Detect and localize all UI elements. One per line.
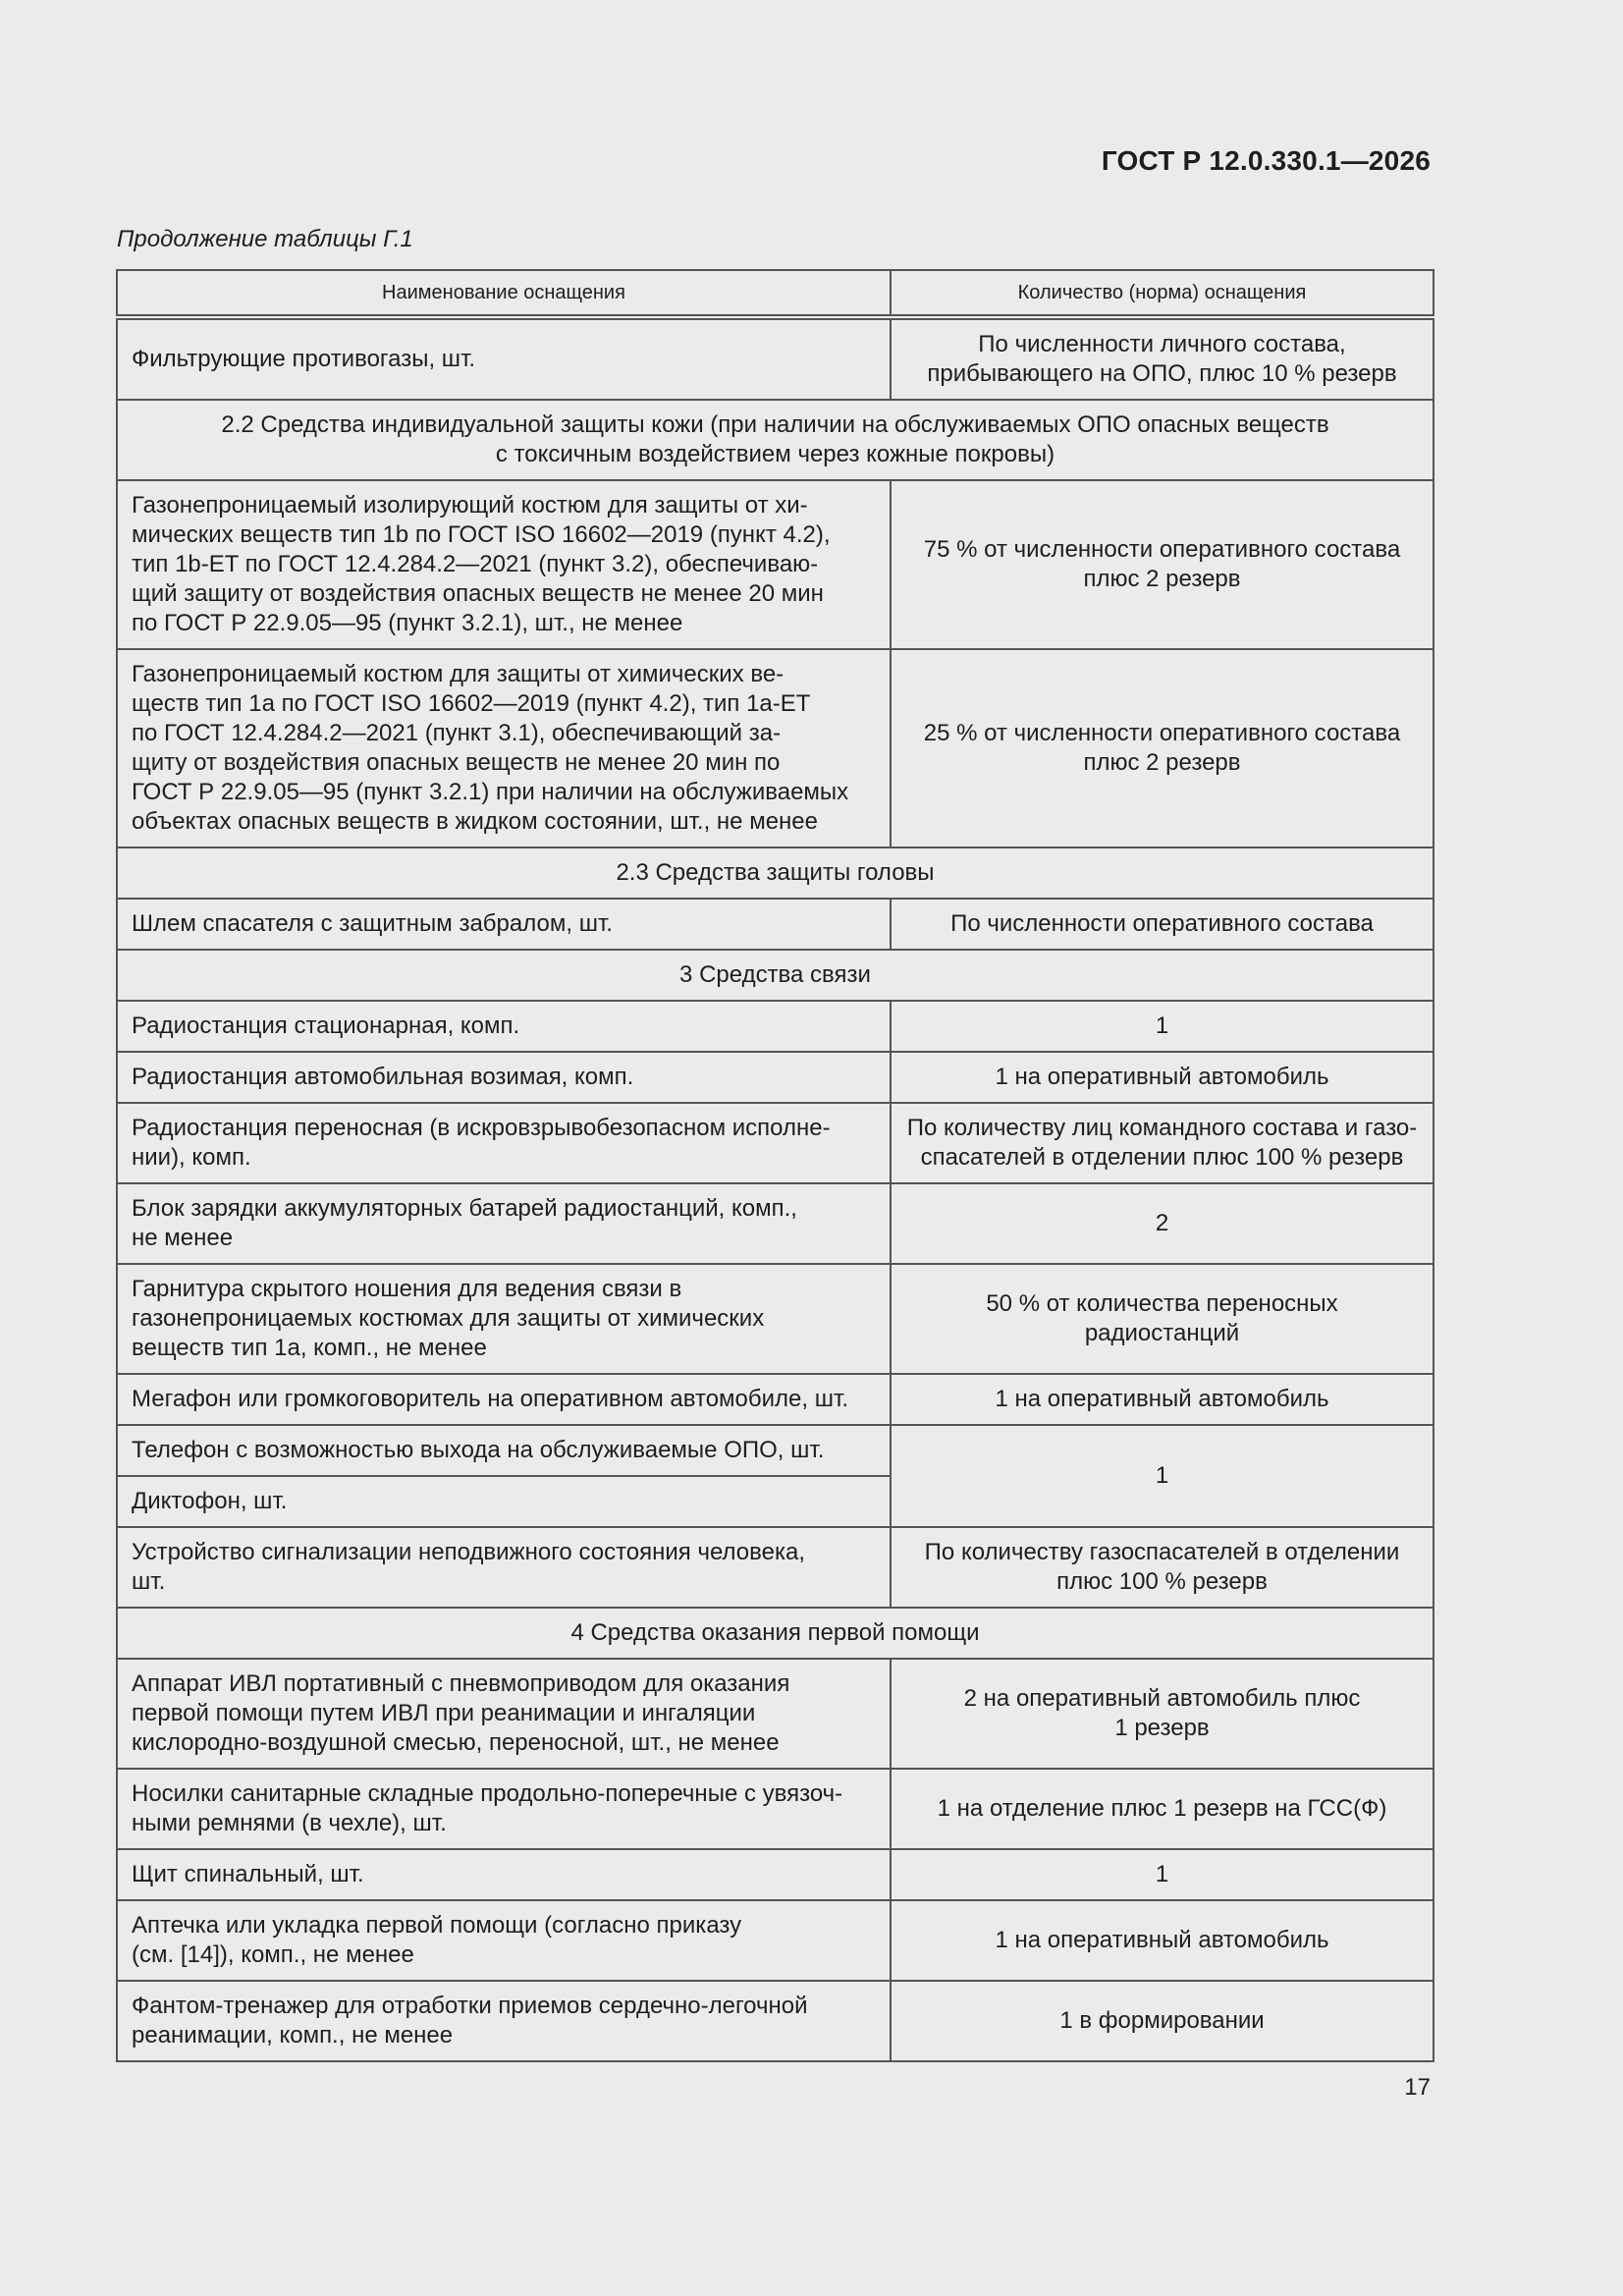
equipment-quantity: 1 на оперативный автомобиль (891, 1374, 1434, 1425)
table-row (117, 899, 1434, 950)
column-header-name: Наименование оснащения (117, 270, 891, 317)
table-row (117, 317, 1434, 400)
equipment-name: Гарнитура скрытого ношения для ведения связи в газонепроницаемых костюмах для защиты от химических веществ тип 1а, комп., не менее (117, 1264, 891, 1374)
table-row (117, 1183, 1434, 1264)
equipment-quantity: 1 на оперативный автомобиль (891, 1900, 1434, 1981)
equipment-quantity: 1 (891, 1001, 1434, 1052)
table-row (117, 1001, 1434, 1052)
table-header-row (117, 270, 1434, 317)
equipment-quantity: 2 (891, 1183, 1434, 1264)
section-row (117, 400, 1434, 480)
table-row (117, 1264, 1434, 1374)
section-title: 3 Средства связи (117, 950, 1434, 1001)
section-title: 4 Средства оказания первой помощи (117, 1608, 1434, 1659)
section-row (117, 1608, 1434, 1659)
table-row (117, 1900, 1434, 1981)
section-row (117, 847, 1434, 899)
equipment-name: Радиостанция стационарная, комп. (117, 1001, 891, 1052)
equipment-name: Щит спинальный, шт. (117, 1849, 891, 1900)
section-title: 2.2 Средства индивидуальной защиты кожи (при наличии на обслуживаемых ОПО опасных веществ с токсичным воздействием через кожные покровы) (117, 400, 1434, 480)
document-code: ГОСТ Р 12.0.330.1—2026 (1101, 145, 1431, 176)
equipment-quantity: По численности личного состава, прибывающего на ОПО, плюс 10 % резерв (891, 317, 1434, 400)
table-row (117, 480, 1434, 649)
equipment-name: Радиостанция переносная (в искровзрывобезопасном исполне- нии), комп. (117, 1103, 891, 1183)
equipment-quantity: 25 % от численности оперативного состава плюс 2 резерв (891, 649, 1434, 847)
equipment-name: Носилки санитарные складные продольно-поперечные с увязоч- ными ремнями (в чехле), шт. (117, 1769, 891, 1849)
equipment-name: Аптечка или укладка первой помощи (согласно приказу (см. [14]), комп., не менее (117, 1900, 891, 1981)
equipment-name: Диктофон, шт. (117, 1476, 891, 1527)
table-row (117, 1374, 1434, 1425)
equipment-quantity: 50 % от количества переносных радиостанций (891, 1264, 1434, 1374)
equipment-quantity: 1 в формировании (891, 1981, 1434, 2061)
page-number: 17 (1404, 2074, 1431, 2101)
section-title: 2.3 Средства защиты головы (117, 847, 1434, 899)
equipment-table (116, 269, 1434, 2062)
equipment-quantity: 2 на оперативный автомобиль плюс 1 резерв (891, 1659, 1434, 1769)
equipment-quantity: По численности оперативного состава (891, 899, 1434, 950)
table-row (117, 1769, 1434, 1849)
equipment-name: Мегафон или громкоговоритель на оперативном автомобиле, шт. (117, 1374, 891, 1425)
equipment-name: Устройство сигнализации неподвижного состояния человека, шт. (117, 1527, 891, 1608)
table-row (117, 1849, 1434, 1900)
equipment-quantity: 1 (891, 1849, 1434, 1900)
table-row (117, 1659, 1434, 1769)
equipment-name: Фантом-тренажер для отработки приемов сердечно-легочной реанимации, комп., не менее (117, 1981, 891, 2061)
table-caption: Продолжение таблицы Г.1 (117, 226, 413, 252)
equipment-name: Газонепроницаемый изолирующий костюм для защиты от хи- мических веществ тип 1b по ГОСТ ISO 16602—2019 (пункт 4.2), тип 1b-ET по ГОСТ 12.4.284.2—2021 (пункт 3.2), обеспечиваю- щий защиту от воздействия опасных веществ не менее 20 мин по ГОСТ Р 22.9.05—95 (пункт 3.2.1), шт., не менее (117, 480, 891, 649)
column-header-quantity: Количество (норма) оснащения (891, 270, 1434, 317)
equipment-name: Радиостанция автомобильная возимая, комп. (117, 1052, 891, 1103)
equipment-quantity: 1 на отделение плюс 1 резерв на ГСС(Ф) (891, 1769, 1434, 1849)
table-row (117, 1981, 1434, 2061)
equipment-name: Телефон с возможностью выхода на обслуживаемые ОПО, шт. (117, 1425, 891, 1476)
equipment-name: Блок зарядки аккумуляторных батарей радиостанций, комп., не менее (117, 1183, 891, 1264)
table-row (117, 1527, 1434, 1608)
equipment-name: Газонепроницаемый костюм для защиты от химических ве- ществ тип 1а по ГОСТ ISO 16602—2019 (пункт 4.2), тип 1а-ET по ГОСТ 12.4.284.2—2021 (пункт 3.1), обеспечивающий за- щиту от воздействия опасных веществ не менее 20 мин по ГОСТ Р 22.9.05—95 (пункт 3.2.1) при наличии на обслуживаемых объектах опасных веществ в жидком состоянии, шт., не менее (117, 649, 891, 847)
equipment-name: Шлем спасателя с защитным забралом, шт. (117, 899, 891, 950)
equipment-name: Фильтрующие противогазы, шт. (117, 317, 891, 400)
equipment-quantity: 75 % от численности оперативного состава плюс 2 резерв (891, 480, 1434, 649)
equipment-quantity: 1 на оперативный автомобиль (891, 1052, 1434, 1103)
table-row (117, 649, 1434, 847)
equipment-quantity: По количеству лиц командного состава и газо- спасателей в отделении плюс 100 % резерв (891, 1103, 1434, 1183)
table-row (117, 1425, 1434, 1476)
table-row (117, 1103, 1434, 1183)
equipment-name: Аппарат ИВЛ портативный с пневмоприводом для оказания первой помощи путем ИВЛ при реанимации и ингаляции кислородно-воздушной смесью, переносной, шт., не менее (117, 1659, 891, 1769)
table-row (117, 1052, 1434, 1103)
equipment-quantity: 1 (891, 1425, 1434, 1527)
section-row (117, 950, 1434, 1001)
equipment-quantity: По количеству газоспасателей в отделении плюс 100 % резерв (891, 1527, 1434, 1608)
